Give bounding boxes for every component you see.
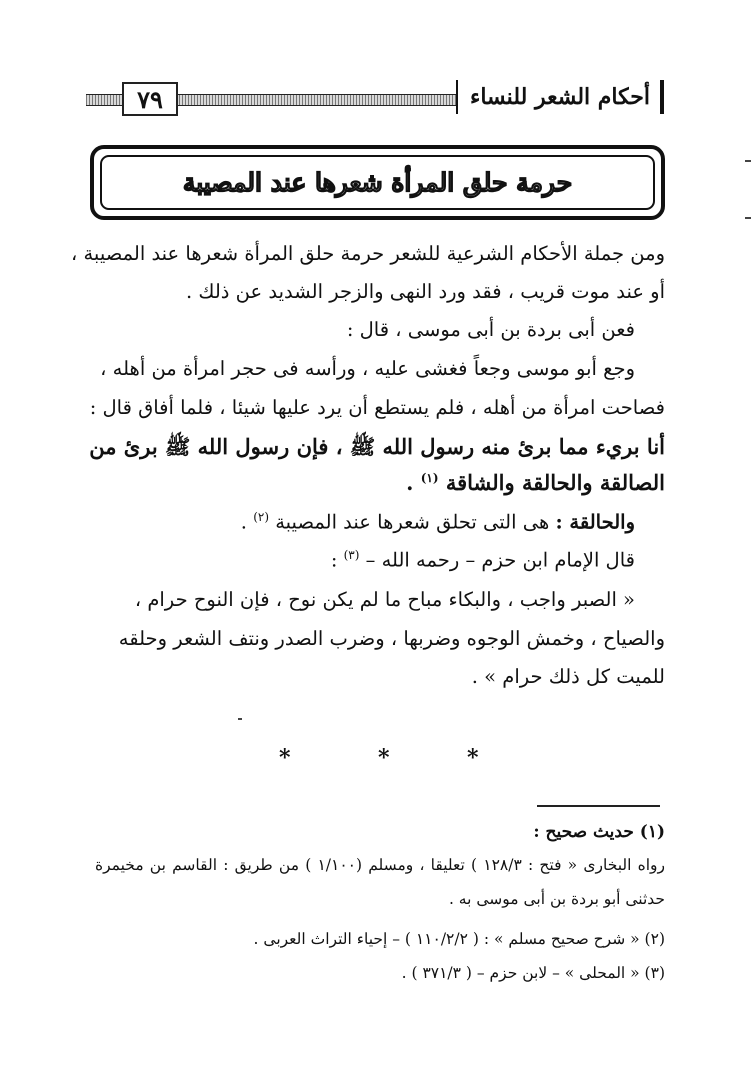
period: .	[240, 510, 247, 534]
quote-line: والصياح ، وخمش الوجوه وضربها ، وضرب الصدر ونتف الشعر وحلقه	[118, 627, 665, 650]
hadith-line-text: الصالقة والحالقة والشاقة	[445, 470, 665, 495]
margin-mark	[745, 160, 751, 162]
body-line: فعن أبى بردة بن أبى موسى ، قال :	[346, 318, 635, 341]
quote-line: « الصبر واجب ، والبكاء مباح ما لم يكن نوح ، فإن النوح حرام ،	[134, 588, 635, 611]
chapter-title: حرمة حلق المرأة شعرها عند المصيبة	[182, 168, 573, 197]
running-book-title: أحكام الشعر للنساء	[456, 80, 664, 114]
body-line: ومن جملة الأحكام الشرعية للشعر حرمة حلق المرأة شعرها عند المصيبة ،	[70, 242, 665, 265]
separator-star: *	[378, 745, 390, 771]
colon: :	[330, 548, 338, 572]
separator-star: *	[467, 745, 479, 771]
footnote-2: (٢) « شرح صحيح مسلم » : ( ١١٠/٢/٢ ) – إحياء التراث العربى .	[253, 930, 665, 948]
page-number: ٧٩	[122, 82, 178, 116]
definition-text: هى التى تحلق شعرها عند المصيبة	[275, 510, 550, 534]
footnote-3: (٣) « المحلى » – لابن حزم – ( ٣٧١/٣ ) .	[401, 964, 665, 982]
footnote-ref: (٢)	[253, 510, 270, 524]
separator-star: *	[279, 745, 291, 771]
body-line: أو عند موت قريب ، فقد ورد النهى والزجر الشديد عن ذلك .	[186, 280, 665, 303]
footnote-1-heading: (١) حديث صحيح :	[533, 822, 665, 842]
quote-line: للميت كل ذلك حرام » .	[471, 665, 665, 688]
quote-intro-text: قال الإمام ابن حزم – رحمه الله –	[365, 548, 635, 572]
footnote-ref: (٣)	[343, 548, 360, 562]
body-line: فصاحت امرأة من أهله ، فلم يستطع أن يرد عليها شيئا ، فلما أفاق قال :	[89, 396, 665, 419]
defined-term: والحالقة :	[555, 510, 635, 534]
margin-mark	[745, 217, 751, 219]
body-line: وجع أبو موسى وجعاً فغشى عليه ، ورأسه فى حجر امرأة من أهله ،	[100, 357, 635, 380]
hadith-line: أنا بريء مما برئ منه رسول الله ﷺ ، فإن رسول الله ﷺ برئ من	[89, 434, 665, 459]
period: .	[406, 470, 414, 495]
footnote-1-text: حدثنى أبو بردة بن أبى موسى به .	[448, 890, 665, 908]
footnote-1-text: رواه البخارى « فتح : ١٢٨/٣ ) تعليقا ، ومسلم (١/١٠٠ ) من طريق : القاسم بن مخيمرة	[95, 856, 665, 874]
footnote-ref: (١)	[420, 471, 439, 485]
footnotes	[95, 0, 665, 1000]
